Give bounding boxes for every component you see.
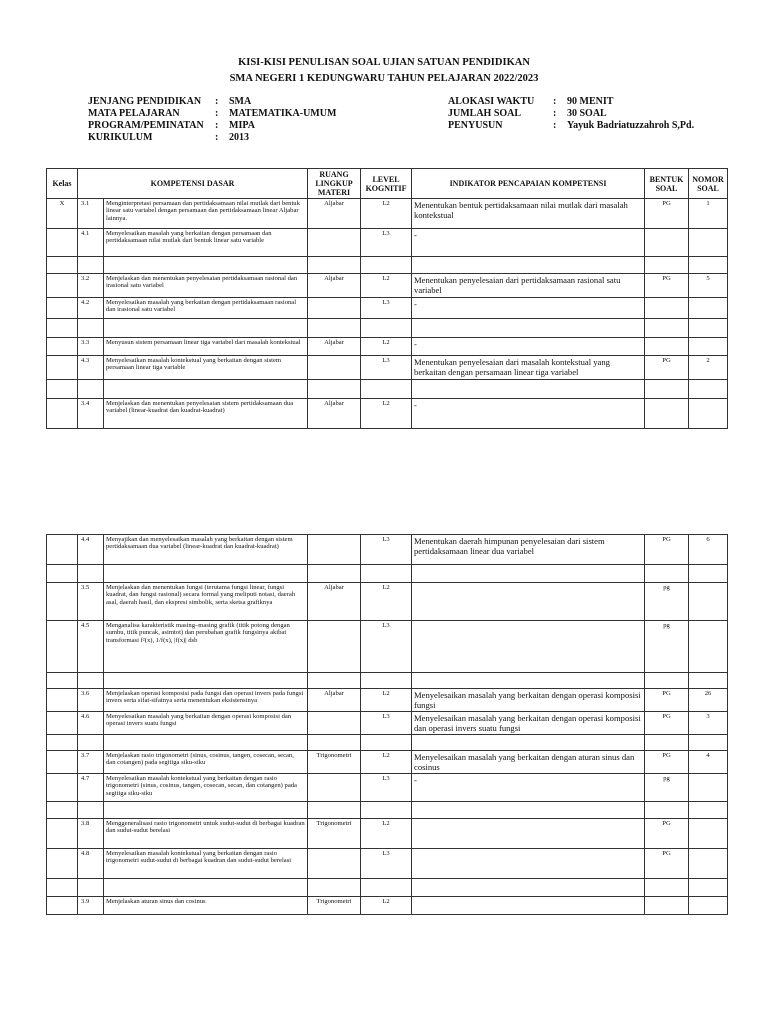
kelas-cell [47,229,78,257]
bentuk-soal-cell: pg [645,583,689,621]
level-cell [361,735,412,751]
level-cell: L2 [361,399,412,429]
nomor-soal-cell: 3 [689,712,728,735]
nomor-soal-cell [689,380,728,399]
level-cell: L2 [361,338,412,356]
kelas-cell [47,535,78,565]
kelas-cell: X [47,199,78,229]
bentuk-soal-cell [645,399,689,429]
bentuk-soal-cell: PG [645,819,689,849]
table-row [47,380,728,399]
ruang-lingkup-cell: Trigonometri [308,897,361,915]
level-cell: L2 [361,689,412,712]
table-row [47,621,728,673]
bentuk-soal-cell [645,319,689,338]
level-cell: L2 [361,897,412,915]
bentuk-soal-cell: PG [645,849,689,879]
info-row [448,120,694,132]
nomor-soal-cell: 26 [689,689,728,712]
info-row [448,96,694,108]
bentuk-soal-cell: PG [645,712,689,735]
kelas-cell [47,774,78,802]
kd-text-cell [104,735,308,751]
nomor-soal-cell [689,897,728,915]
info-label: JENJANG PENDIDIKAN [88,96,202,107]
ruang-lingkup-cell [308,774,361,802]
ruang-lingkup-cell [308,380,361,399]
nomor-soal-cell [689,621,728,673]
header-ruang-lingkup: RUANG LINGKUP MATERI [308,169,361,199]
indikator-cell: - [412,338,645,356]
info-value: Yayuk Badriatuzzahroh S,Pd. [567,120,695,131]
indikator-cell [412,621,645,673]
indikator-cell [412,735,645,751]
bentuk-soal-cell [645,380,689,399]
info-separator: : [215,96,219,107]
indikator-cell: - [412,229,645,257]
kelas-cell [47,802,78,819]
nomor-soal-cell [689,399,728,429]
level-cell [361,257,412,274]
info-row [88,96,336,108]
info-separator: : [553,120,557,131]
table-row [47,802,728,819]
kd-text-cell: Menjelaskan dan menentukan fungsi (terutama fungsi linear, fungsi kuadrat, dan fungsi rasional) secara formal yang meliputi notasi, daerah asal, daerah hasil, dan ekspresi simbolik, serta sketsa grafiknya [104,583,308,621]
info-value: MATEMATIKA-UMUM [229,108,337,119]
info-row [88,132,336,144]
level-cell: L3 [361,774,412,802]
kd-number-cell: 4.5 [78,621,104,673]
kd-text-cell: Menganalisa karakteristik masing–masing grafik (titik potong dengan sumbu, titik puncak, asimtot) dan perubahan grafik fungsinya akibat transformasi f²(x), 1/f(x), |f(x)| dsb [104,621,308,673]
kd-text-cell: Menjelaskan rasio trigonometri (sinus, cosinus, tangen, cosecan, secan, dan cotangen) pada segitiga siku-siku [104,751,308,774]
kisi-kisi-table-page1 [46,168,728,429]
nomor-soal-cell: 1 [689,199,728,229]
indikator-cell: Menentukan bentuk pertidaksamaan nilai mutlak dari masalah kontekstual [412,199,645,229]
level-cell [361,879,412,897]
kd-number-cell: 4.7 [78,774,104,802]
indikator-cell: Menentukan daerah himpunan penyelesaian dari sistem pertidaksamaan linear dua variabel [412,535,645,565]
ruang-lingkup-cell [308,849,361,879]
nomor-soal-cell [689,802,728,819]
table-row [47,689,728,712]
kd-text-cell: Menjelaskan dan menentukan penyelesaian sistem pertidaksamaan dua variabel (linear-kuadrat dan kuadrat-kuadrat) [104,399,308,429]
ruang-lingkup-cell [308,879,361,897]
nomor-soal-cell [689,319,728,338]
info-value: 30 SOAL [567,108,607,119]
bentuk-soal-cell [645,879,689,897]
kelas-cell [47,819,78,849]
indikator-cell [412,879,645,897]
info-label: JUMLAH SOAL [448,108,522,119]
info-separator: : [553,108,557,119]
kd-number-cell [78,380,104,399]
bentuk-soal-cell [645,565,689,583]
kd-text-cell: Menyelesaikan masalah yang berkaitan dengan persamaan dan pertidaksamaan nilai mutlak dari bentuk linear satu variable [104,229,308,257]
header-bentuk-soal: BENTUK SOAL [645,169,689,199]
ruang-lingkup-cell: Aljabar [308,199,361,229]
bentuk-soal-cell [645,298,689,319]
kelas-cell [47,338,78,356]
kd-number-cell: 4.3 [78,356,104,380]
kd-text-cell: Menjelaskan operasi komposisi pada fungsi dan operasi invers pada fungsi invers serta sifat-sifatnya serta menentukan eksistensinya [104,689,308,712]
kd-text-cell: Menyelesaikan masalah yang berkaitan dengan operasi komposisi dan operasi invers suatu fungsi [104,712,308,735]
level-cell: L3 [361,356,412,380]
kelas-cell [47,689,78,712]
info-value: SMA [229,96,252,107]
info-label: KURIKULUM [88,132,153,143]
nomor-soal-cell: 6 [689,535,728,565]
indikator-cell [412,565,645,583]
kd-number-cell: 4.4 [78,535,104,565]
bentuk-soal-cell: PG [645,689,689,712]
info-value: 90 MENIT [567,96,614,107]
table-row [47,257,728,274]
indikator-cell [412,380,645,399]
level-cell: L2 [361,819,412,849]
indikator-cell [412,802,645,819]
document-subtitle: SMA NEGERI 1 KEDUNGWARU TAHUN PELAJARAN 2022/2023 [229,73,539,84]
nomor-soal-cell [689,735,728,751]
kd-number-cell: 3.9 [78,897,104,915]
kd-number-cell: 3.1 [78,199,104,229]
bentuk-soal-cell [645,229,689,257]
indikator-cell [412,319,645,338]
table-row [47,319,728,338]
info-separator: : [553,96,557,107]
bentuk-soal-cell [645,338,689,356]
kelas-cell [47,257,78,274]
nomor-soal-cell [689,673,728,689]
kelas-cell [47,849,78,879]
info-right-block [448,96,694,132]
level-cell: L3 [361,229,412,257]
kd-text-cell: Menyusun sistem persamaan linear tiga variabel dari masalah kontekstual [104,338,308,356]
bentuk-soal-cell: PG [645,356,689,380]
kelas-cell [47,712,78,735]
table-row [47,849,728,879]
ruang-lingkup-cell: Aljabar [308,399,361,429]
table-row [47,229,728,257]
level-cell [361,380,412,399]
kelas-cell [47,565,78,583]
table-header-row [47,169,728,199]
kd-text-cell [104,879,308,897]
nomor-soal-cell [689,819,728,849]
kelas-cell [47,621,78,673]
kd-text-cell: Menyajikan dan menyelesaikan masalah yang berkaitan dengan sistem pertidaksamaan dua variabel (linear-kuadrat dan kuadrat-kuadrat) [104,535,308,565]
kd-text-cell: Menjelaskan dan menentukan penyelesaian pertidaksamaan rasional dan irasional satu variabel [104,274,308,298]
bentuk-soal-cell [645,735,689,751]
level-cell: L3 [361,712,412,735]
bentuk-soal-cell [645,673,689,689]
nomor-soal-cell [689,849,728,879]
table-row [47,338,728,356]
info-row [88,120,336,132]
header-indikator: INDIKATOR PENCAPAIAN KOMPETENSI [412,169,645,199]
table-row [47,274,728,298]
kd-number-cell: 4.2 [78,298,104,319]
indikator-cell: - [412,298,645,319]
nomor-soal-cell [689,298,728,319]
indikator-cell [412,819,645,849]
ruang-lingkup-cell [308,673,361,689]
table-row [47,535,728,565]
nomor-soal-cell [689,229,728,257]
ruang-lingkup-cell: Trigonometri [308,819,361,849]
nomor-soal-cell [689,879,728,897]
level-cell: L2 [361,274,412,298]
table-row [47,751,728,774]
table-row [47,673,728,689]
indikator-cell: Menentukan penyelesaian dari pertidaksamaan rasional satu variabel [412,274,645,298]
table-row [47,879,728,897]
level-cell: L2 [361,199,412,229]
info-value: MIPA [229,120,255,131]
level-cell [361,565,412,583]
ruang-lingkup-cell: Trigonometri [308,751,361,774]
kelas-cell [47,399,78,429]
kd-number-cell: 3.2 [78,274,104,298]
table-row [47,774,728,802]
kelas-cell [47,380,78,399]
table-row [47,356,728,380]
kd-text-cell [104,319,308,338]
kelas-cell [47,356,78,380]
kd-number-cell [78,735,104,751]
indikator-cell: Menyelesaikan masalah yang berkaitan dengan operasi komposisi dan operasi invers suatu fungsi [412,712,645,735]
indikator-cell: - [412,774,645,802]
ruang-lingkup-cell: Aljabar [308,689,361,712]
indikator-cell [412,849,645,879]
level-cell [361,802,412,819]
table-row [47,199,728,229]
level-cell: L2 [361,751,412,774]
level-cell: L3 [361,298,412,319]
kd-number-cell: 3.8 [78,819,104,849]
kd-number-cell [78,673,104,689]
ruang-lingkup-cell [308,229,361,257]
ruang-lingkup-cell [308,565,361,583]
nomor-soal-cell [689,583,728,621]
bentuk-soal-cell [645,897,689,915]
kd-number-cell [78,802,104,819]
kd-number-cell [78,257,104,274]
header-level-kognitif: LEVEL KOGNITIF [361,169,412,199]
kd-number-cell: 3.5 [78,583,104,621]
level-cell: L3 [361,535,412,565]
level-cell [361,319,412,338]
kd-number-cell: 4.1 [78,229,104,257]
kd-text-cell: Menyelesaikan masalah kontekstual yang berkaitan dengan rasio trigonometri (sinus, cosinus, tangen, cosecan, secan, dan cotangen) pada segitiga siku-siku [104,774,308,802]
kd-number-cell [78,879,104,897]
info-separator: : [215,120,219,131]
info-label: MATA PELAJARAN [88,108,180,119]
nomor-soal-cell: 2 [689,356,728,380]
kd-text-cell [104,673,308,689]
indikator-cell [412,897,645,915]
indikator-cell [412,257,645,274]
kelas-cell [47,319,78,338]
kelas-cell [47,897,78,915]
ruang-lingkup-cell [308,257,361,274]
header-kelas: Kelas [47,169,78,199]
kd-text-cell [104,257,308,274]
kelas-cell [47,751,78,774]
ruang-lingkup-cell [308,356,361,380]
ruang-lingkup-cell: Aljabar [308,274,361,298]
kelas-cell [47,879,78,897]
kd-number-cell: 4.6 [78,712,104,735]
kd-number-cell: 3.7 [78,751,104,774]
ruang-lingkup-cell [308,802,361,819]
header-nomor-soal: NOMOR SOAL [689,169,728,199]
info-row [88,108,336,120]
info-row [448,108,694,120]
ruang-lingkup-cell [308,712,361,735]
nomor-soal-cell [689,338,728,356]
nomor-soal-cell: 4 [689,751,728,774]
ruang-lingkup-cell [308,319,361,338]
table-row [47,819,728,849]
ruang-lingkup-cell [308,298,361,319]
kelas-cell [47,673,78,689]
kd-number-cell: 3.6 [78,689,104,712]
kd-number-cell [78,319,104,338]
bentuk-soal-cell: PG [645,535,689,565]
kd-text-cell: Menggeneralisasi rasio trigonometri untuk sudut-sudut di berbagai kuadran dan sudut-sudut berelasi [104,819,308,849]
info-left-block [88,96,336,144]
bentuk-soal-cell [645,257,689,274]
table-row [47,735,728,751]
level-cell: L3 [361,849,412,879]
kelas-cell [47,735,78,751]
bentuk-soal-cell: pg [645,774,689,802]
header-kompetensi-dasar: KOMPETENSI DASAR [78,169,308,199]
kd-text-cell [104,802,308,819]
level-cell: L3 [361,621,412,673]
info-label: PROGRAM/PEMINATAN [88,120,204,131]
kd-number-cell [78,565,104,583]
indikator-cell: - [412,399,645,429]
table-row [47,712,728,735]
indikator-cell [412,583,645,621]
bentuk-soal-cell: PG [645,199,689,229]
indikator-cell: Menyelesaikan masalah yang berkaitan dengan aturan sinus dan cosinus [412,751,645,774]
indikator-cell [412,673,645,689]
table-row [47,298,728,319]
bentuk-soal-cell: PG [645,751,689,774]
level-cell [361,673,412,689]
nomor-soal-cell [689,257,728,274]
kd-text-cell: Menjelaskan aturan sinus dan cosinus [104,897,308,915]
nomor-soal-cell: 5 [689,274,728,298]
level-cell: L2 [361,583,412,621]
nomor-soal-cell [689,774,728,802]
document-title: KISI-KISI PENULISAN SOAL UJIAN SATUAN PENDIDIKAN [238,57,530,68]
kelas-cell [47,274,78,298]
ruang-lingkup-cell: Aljabar [308,338,361,356]
table-row [47,399,728,429]
bentuk-soal-cell: PG [645,274,689,298]
kisi-kisi-table-page2 [46,534,728,915]
kelas-cell [47,583,78,621]
kd-text-cell: Menyelesaikan masalah yang berkaitan dengan pertidaksamaan rasional dan irasional satu variabel [104,298,308,319]
ruang-lingkup-cell: Aljabar [308,583,361,621]
info-separator: : [215,108,219,119]
info-value: 2013 [229,132,249,143]
kd-number-cell: 3.4 [78,399,104,429]
kd-text-cell [104,380,308,399]
table-row [47,565,728,583]
nomor-soal-cell [689,565,728,583]
info-separator: : [215,132,219,143]
info-label: PENYUSUN [448,120,503,131]
kd-text-cell [104,565,308,583]
kd-number-cell: 3.3 [78,338,104,356]
indikator-cell: Menyelesaikan masalah yang berkaitan dengan operasi komposisi fungsi [412,689,645,712]
kd-text-cell: Menginterpretasi persamaan dan pertidaksamaan nilai mutlak dari bentuk linear satu variabel dengan persamaan dan pertidaksamaan linear Aljabar lainnya. [104,199,308,229]
info-label: ALOKASI WAKTU [448,96,535,107]
table-row [47,583,728,621]
kelas-cell [47,298,78,319]
indikator-cell: Menentukan penyelesaian dari masalah kontekstual yang berkaitan dengan persamaan linear tiga variabel [412,356,645,380]
ruang-lingkup-cell [308,535,361,565]
kd-text-cell: Menyelesaikan masalah kontekstual yang berkaitan dengan sistem persamaan linear tiga variable [104,356,308,380]
ruang-lingkup-cell [308,621,361,673]
table-row [47,897,728,915]
bentuk-soal-cell: pg [645,621,689,673]
ruang-lingkup-cell [308,735,361,751]
kd-text-cell: Menyelesaikan masalah kontekstual yang berkaitan dengan rasio trigonometri sudut-sudut di berbagai kuadran dan sudut-sudut berelasi [104,849,308,879]
kd-number-cell: 4.8 [78,849,104,879]
bentuk-soal-cell [645,802,689,819]
